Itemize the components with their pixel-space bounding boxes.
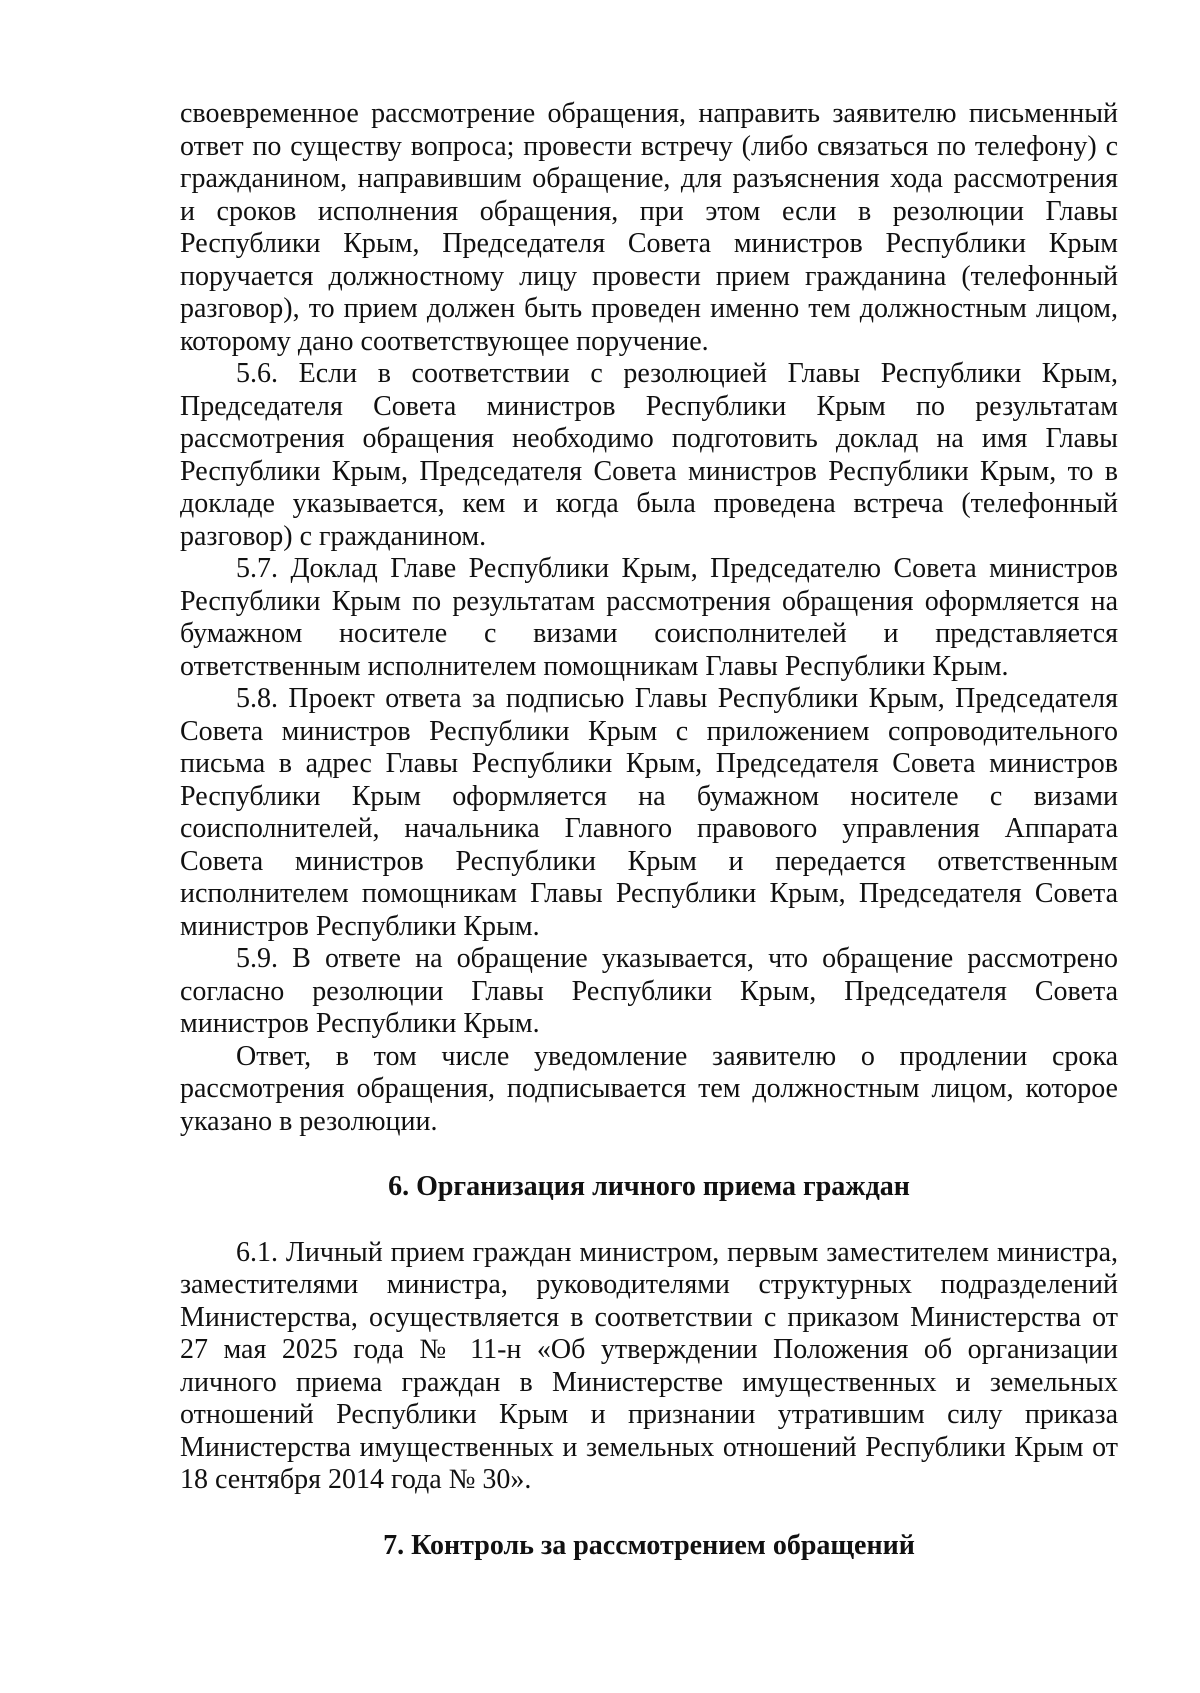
paragraph-5-6: 5.6. Если в соответствии с резолюцией Главы Республики Крым, Председателя Совета министров Республики Крым по результатам рассмотрения обращения необходимо подготовить доклад на имя Главы Республики Крым, Председателя Совета министров Республики Крым, то в докладе указывается, кем и когда была проведена встреча (телефонный разговор) с гражданином. [180, 358, 1118, 552]
document-body [180, 98, 1118, 1562]
paragraph-5-8: 5.8. Проект ответа за подписью Главы Республики Крым, Председателя Совета министров Республики Крым с приложением сопроводительного письма в адрес Главы Республики Крым, Председателя Совета министров Республики Крым оформляется на бумажном носителе с визами соисполнителей, начальника Главного правового управления Аппарата Совета министров Республики Крым и передается ответственным исполнителем помощникам Главы Республики Крым, Председателя Совета министров Республики Крым. [180, 683, 1118, 942]
paragraph-5-9: 5.9. В ответе на обращение указывается, что обращение рассмотрено согласно резолюции Главы Республики Крым, Председателя Совета министров Республики Крым. [180, 943, 1118, 1039]
section-7-heading: 7. Контроль за рассмотрением обращений [383, 1529, 915, 1561]
paragraph-answer: Ответ, в том числе уведомление заявителю о продлении срока рассмотрения обращения, подписывается тем должностным лицом, которое указано в резолюции. [180, 1040, 1118, 1137]
paragraph-6-1: 6.1. Личный прием граждан министром, первым заместителем министра, заместителями министра, руководителями структурных подразделений Министерства, осуществляется в соответствии с приказом Министерства от 27 мая 2025 года № 11-н «Об утверждении Положения об организации личного приема граждан в Министерстве имущественных и земельных отношений Республики Крым и признании утратившим силу приказа Министерства имущественных и земельных отношений Республики Крым от 18 сентября 2014 года № 30». [180, 1236, 1118, 1495]
section-6-heading: 6. Организация личного приема граждан [388, 1171, 910, 1202]
paragraph-5-7: 5.7. Доклад Главе Республики Крым, Председателю Совета министров Республики Крым по результатам рассмотрения обращения оформляется на бумажном носителе с визами соисполнителей и представляется ответственным исполнителем помощникам Главы Республики Крым. [180, 553, 1118, 682]
paragraph-continuation: своевременное рассмотрение обращения, направить заявителю письменный ответ по существу вопроса; провести встречу (либо связаться по телефону) с гражданином, направившим обращение, для разъяснения хода рассмотрения и сроков исполнения обращения, при этом если в резолюции Главы Республики Крым, Председателя Совета министров Республики Крым поручается должностному лицу провести прием гражданина (телефонный разговор), то прием должен быть проведен именно тем должностным лицом, которому дано соответствующее поручение. [180, 98, 1118, 357]
